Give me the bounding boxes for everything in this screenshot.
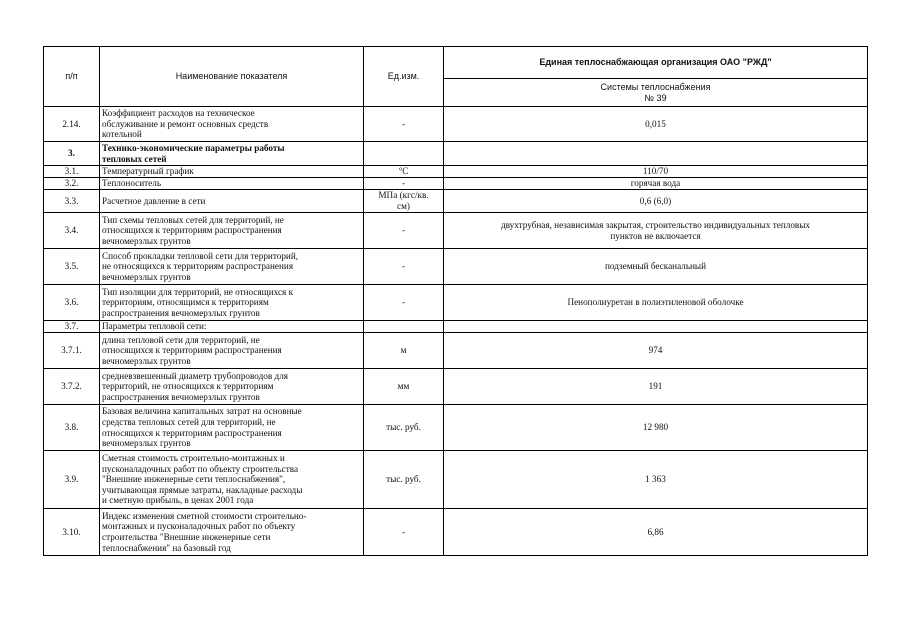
row-indicator-name: Коэффициент расходов на техническое обслуживание и ремонт основных средств котельной — [100, 107, 364, 142]
table-row — [44, 190, 868, 213]
header-name: Наименование показателя — [100, 47, 364, 107]
row-value: 0,015 — [444, 107, 868, 142]
row-number: 3.9. — [44, 451, 100, 509]
row-value: Пенополиуретан в полиэтиленовой оболочке — [444, 285, 868, 321]
row-value: 110/70 — [444, 166, 868, 178]
table-row — [44, 107, 868, 142]
row-unit: тыс. руб. — [364, 405, 444, 451]
table-row — [44, 333, 868, 369]
table-row — [44, 369, 868, 405]
row-number: 3.2. — [44, 178, 100, 190]
row-indicator-name: Тип изоляции для территорий, не относящихся к территориям, относящимся к территориям распространения вечномерзлых грунтов — [100, 285, 364, 321]
indicators-table — [43, 46, 868, 556]
row-number: 3.7.1. — [44, 333, 100, 369]
row-unit: тыс. руб. — [364, 451, 444, 509]
row-value: 12 980 — [444, 405, 868, 451]
row-unit: - — [364, 249, 444, 285]
row-number: 3.6. — [44, 285, 100, 321]
row-value: 0,6 (6,0) — [444, 190, 868, 213]
row-unit: МПа (кгс/кв. см) — [364, 190, 444, 213]
header-unit: Ед.изм. — [364, 47, 444, 107]
row-value: подземный бесканальный — [444, 249, 868, 285]
row-value: 1 363 — [444, 451, 868, 509]
row-unit: мм — [364, 369, 444, 405]
table-row — [44, 178, 868, 190]
table-row — [44, 509, 868, 556]
row-number: 3. — [44, 142, 100, 166]
row-number: 3.1. — [44, 166, 100, 178]
table-row — [44, 405, 868, 451]
row-value: горячая вода — [444, 178, 868, 190]
row-value — [444, 142, 868, 166]
row-unit: - — [364, 178, 444, 190]
header-num: п/п — [44, 47, 100, 107]
row-unit: - — [364, 285, 444, 321]
row-indicator-name: Технико-экономические параметры работы тепловых сетей — [100, 142, 364, 166]
row-value: 6,86 — [444, 509, 868, 556]
row-indicator-name: Параметры тепловой сети: — [100, 321, 364, 333]
row-unit — [364, 321, 444, 333]
row-number: 3.8. — [44, 405, 100, 451]
row-value: 191 — [444, 369, 868, 405]
table-row — [44, 249, 868, 285]
header-system — [444, 79, 868, 107]
table-body — [44, 107, 868, 556]
row-unit — [364, 142, 444, 166]
row-indicator-name: Индекс изменения сметной стоимости строительно- монтажных и пусконаладочных работ по объекту строительства "Внешние инженерные сети теплоснабжения" на базовый год — [100, 509, 364, 556]
row-indicator-name: Расчетное давление в сети — [100, 190, 364, 213]
table-row — [44, 321, 868, 333]
row-unit: м — [364, 333, 444, 369]
row-unit: - — [364, 509, 444, 556]
row-indicator-name: длина тепловой сети для территорий, не относящихся к территориям распространения вечномерзлых грунтов — [100, 333, 364, 369]
row-indicator-name: Тип схемы тепловых сетей для территорий, не относящихся к территориям распространения вечномерзлых грунтов — [100, 213, 364, 249]
row-indicator-name: Теплоноситель — [100, 178, 364, 190]
row-value: 974 — [444, 333, 868, 369]
row-indicator-name: Способ прокладки тепловой сети для территорий, не относящихся к территориям распространения вечномерзлых грунтов — [100, 249, 364, 285]
table-row — [44, 213, 868, 249]
table-row — [44, 142, 868, 166]
row-unit: - — [364, 107, 444, 142]
row-indicator-name: Базовая величина капитальных затрат на основные средства тепловых сетей для территорий, не относящихся к территориям распространения вечномерзлых грунтов — [100, 405, 364, 451]
row-value — [444, 321, 868, 333]
row-number: 3.4. — [44, 213, 100, 249]
header-system-line2: № 39 — [644, 92, 667, 103]
row-value: двухтрубная, независимая закрытая, строительство индивидуальных тепловых пунктов не включается — [444, 213, 868, 249]
row-indicator-name: Температурный график — [100, 166, 364, 178]
row-number: 3.7.2. — [44, 369, 100, 405]
row-indicator-name: Сметная стоимость строительно-монтажных и пусконаладочных работ по объекту строительства "Внешние инженерные сети теплоснабжения", учитывающая прямые затраты, накладные расходы и сметную прибыль, в ценах 2001 года — [100, 451, 364, 509]
row-unit: °C — [364, 166, 444, 178]
table-row — [44, 285, 868, 321]
header-system-line1: Системы теплоснабжения — [600, 81, 711, 92]
table-row — [44, 166, 868, 178]
row-number: 3.3. — [44, 190, 100, 213]
header-organization: Единая теплоснабжающая организация ОАО "РЖД" — [444, 47, 868, 79]
row-number: 2.14. — [44, 107, 100, 142]
row-number: 3.5. — [44, 249, 100, 285]
table-row — [44, 451, 868, 509]
row-unit: - — [364, 213, 444, 249]
row-indicator-name: средневзвешенный диаметр трубопроводов для территорий, не относящихся к территориям распространения вечномерзлых грунтов — [100, 369, 364, 405]
row-number: 3.10. — [44, 509, 100, 556]
row-number: 3.7. — [44, 321, 100, 333]
